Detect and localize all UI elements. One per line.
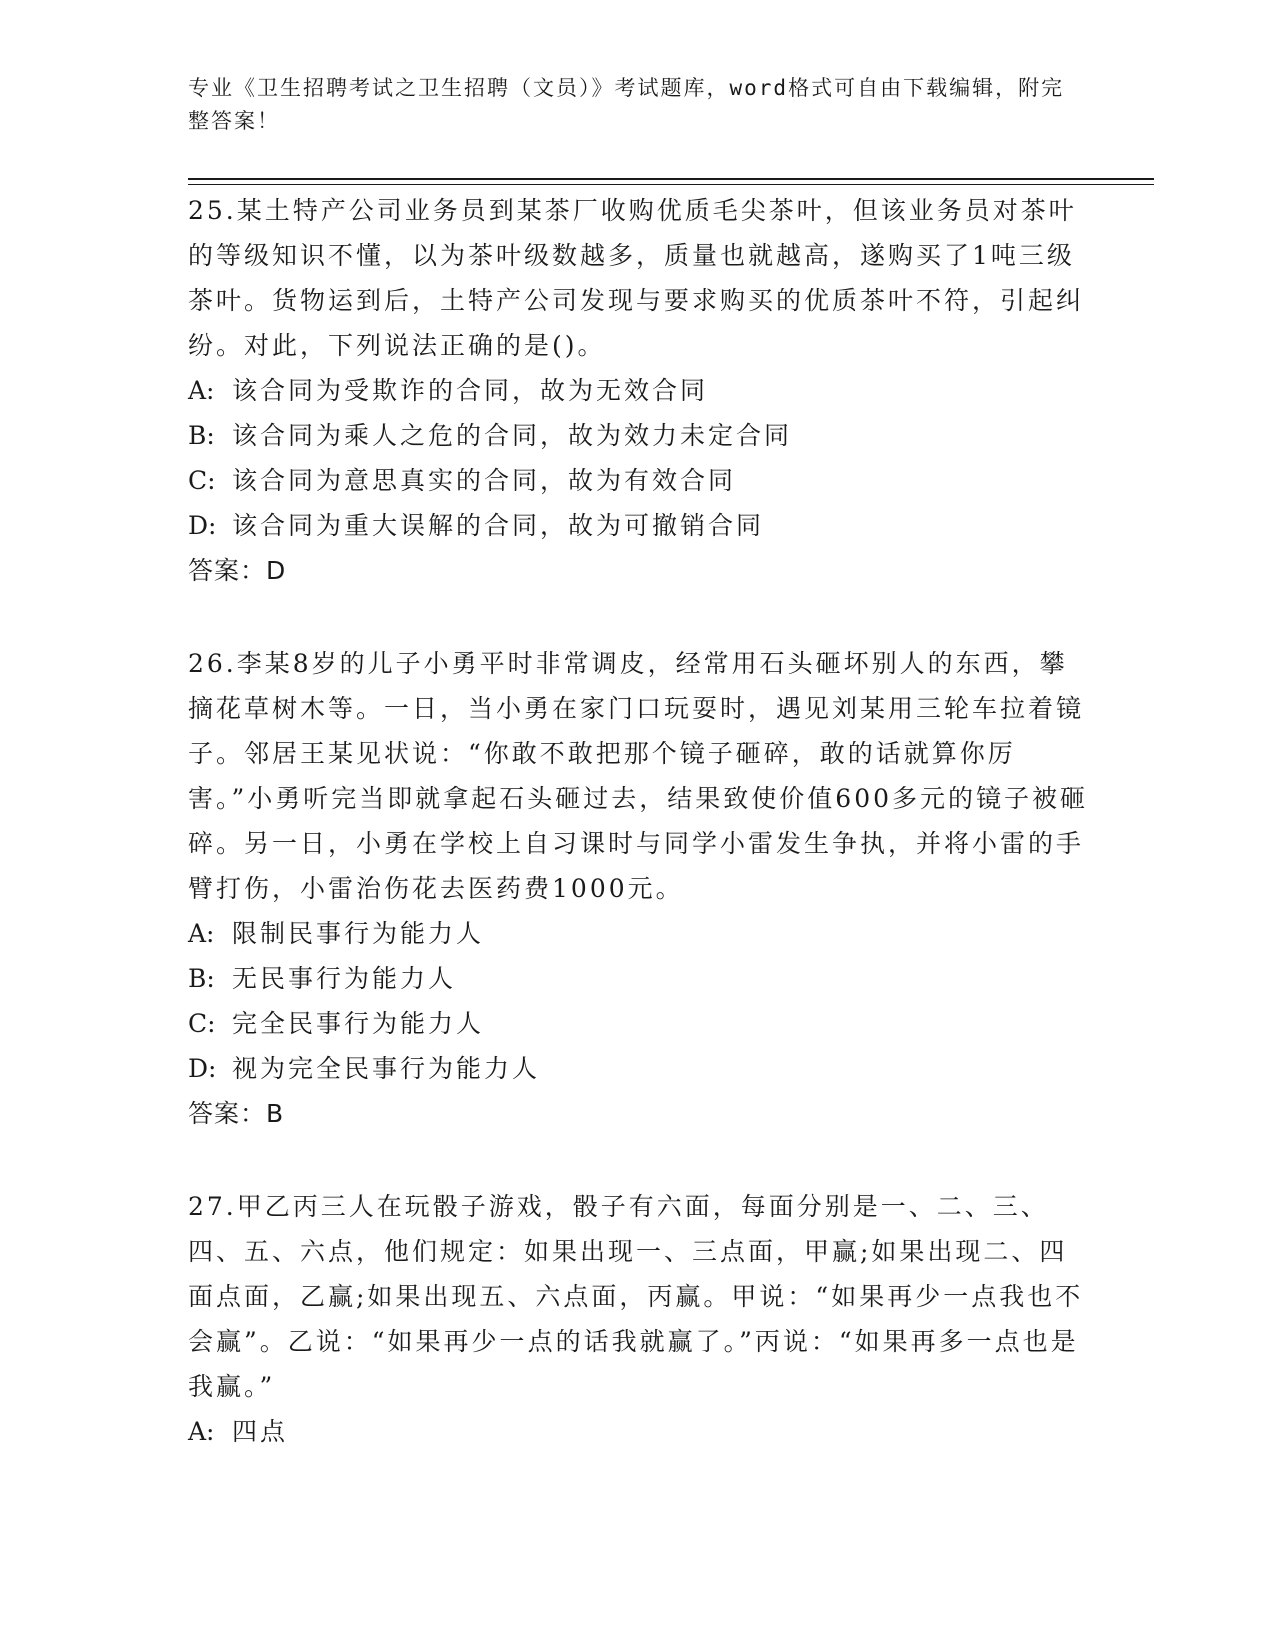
option-d bbox=[188, 503, 1088, 548]
option-text: 该合同为意思真实的合同，故为有效合同 bbox=[232, 466, 737, 495]
question-26 bbox=[188, 641, 1088, 1136]
option-b bbox=[188, 413, 1088, 458]
option-c bbox=[188, 458, 1088, 503]
option-text: 该合同为重大误解的合同，故为可撤销合同 bbox=[232, 511, 765, 540]
question-27 bbox=[188, 1184, 1088, 1454]
answer-line: 答案：B bbox=[188, 1099, 285, 1128]
option-text: 该合同为乘人之危的合同，故为效力未定合同 bbox=[232, 421, 793, 450]
header-text: 专业《卫生招聘考试之卫生招聘（文员）》考试题库，word格式可自由下载编辑，附完整答案！ bbox=[188, 76, 1065, 133]
header-divider-thick bbox=[188, 178, 1154, 180]
option-text: 该合同为受欺诈的合同，故为无效合同 bbox=[232, 376, 709, 405]
option-a bbox=[188, 1409, 1088, 1454]
option-c bbox=[188, 1001, 1088, 1046]
question-stem: 25.某土特产公司业务员到某茶厂收购优质毛尖茶叶，但该业务员对茶叶的等级知识不懂，以为茶叶级数越多，质量也就越高，遂购买了1吨三级茶叶。货物运到后，土特产公司发现与要求购买的优质茶叶不符，引起纠纷。对此，下列说法正确的是()。 bbox=[188, 196, 1085, 360]
option-b bbox=[188, 956, 1088, 1001]
option-label: A: bbox=[188, 919, 215, 948]
answer-line: 答案：D bbox=[188, 556, 287, 585]
option-label: B: bbox=[188, 964, 215, 993]
option-d bbox=[188, 1046, 1088, 1091]
option-text: 无民事行为能力人 bbox=[232, 964, 457, 993]
option-a bbox=[188, 368, 1088, 413]
option-text: 完全民事行为能力人 bbox=[232, 1009, 485, 1038]
option-text: 视为完全民事行为能力人 bbox=[232, 1054, 541, 1083]
header-divider-thin bbox=[188, 184, 1154, 185]
option-label: D: bbox=[188, 511, 217, 540]
option-label: B: bbox=[188, 421, 215, 450]
option-text: 限制民事行为能力人 bbox=[232, 919, 485, 948]
question-25 bbox=[188, 188, 1088, 593]
question-stem: 26.李某8岁的儿子小勇平时非常调皮，经常用石头砸坏别人的东西，攀摘花草树木等。一日，当小勇在家门口玩耍时，遇见刘某用三轮车拉着镜子。邻居王某见状说：“你敢不敢把那个镜子砸碎，敢的话就算你厉害。”小勇听完当即就拿起石头砸过去，结果致使价值600多元的镜子被砸碎。另一日，小勇在学校上自习课时与同学小雷发生争执，并将小雷的手臂打伤，小雷治伤花去医药费1000元。 bbox=[188, 649, 1089, 903]
option-a bbox=[188, 911, 1088, 956]
option-label: D: bbox=[188, 1054, 217, 1083]
option-text: 四点 bbox=[232, 1417, 289, 1446]
option-label: C: bbox=[188, 1009, 216, 1038]
question-list bbox=[188, 188, 1088, 1454]
document-header bbox=[188, 72, 1068, 138]
option-label: C: bbox=[188, 466, 216, 495]
option-label: A: bbox=[188, 1417, 215, 1446]
question-stem: 27.甲乙丙三人在玩骰子游戏，骰子有六面，每面分别是一、二、三、四、五、六点，他们规定：如果出现一、三点面，甲赢;如果出现二、四面点面，乙赢;如果出现五、六点面，丙赢。甲说：“如果再少一点我也不会赢”。乙说：“如果再少一点的话我就赢了。”丙说：“如果再多一点也是我赢。” bbox=[188, 1192, 1084, 1401]
option-label: A: bbox=[188, 376, 215, 405]
